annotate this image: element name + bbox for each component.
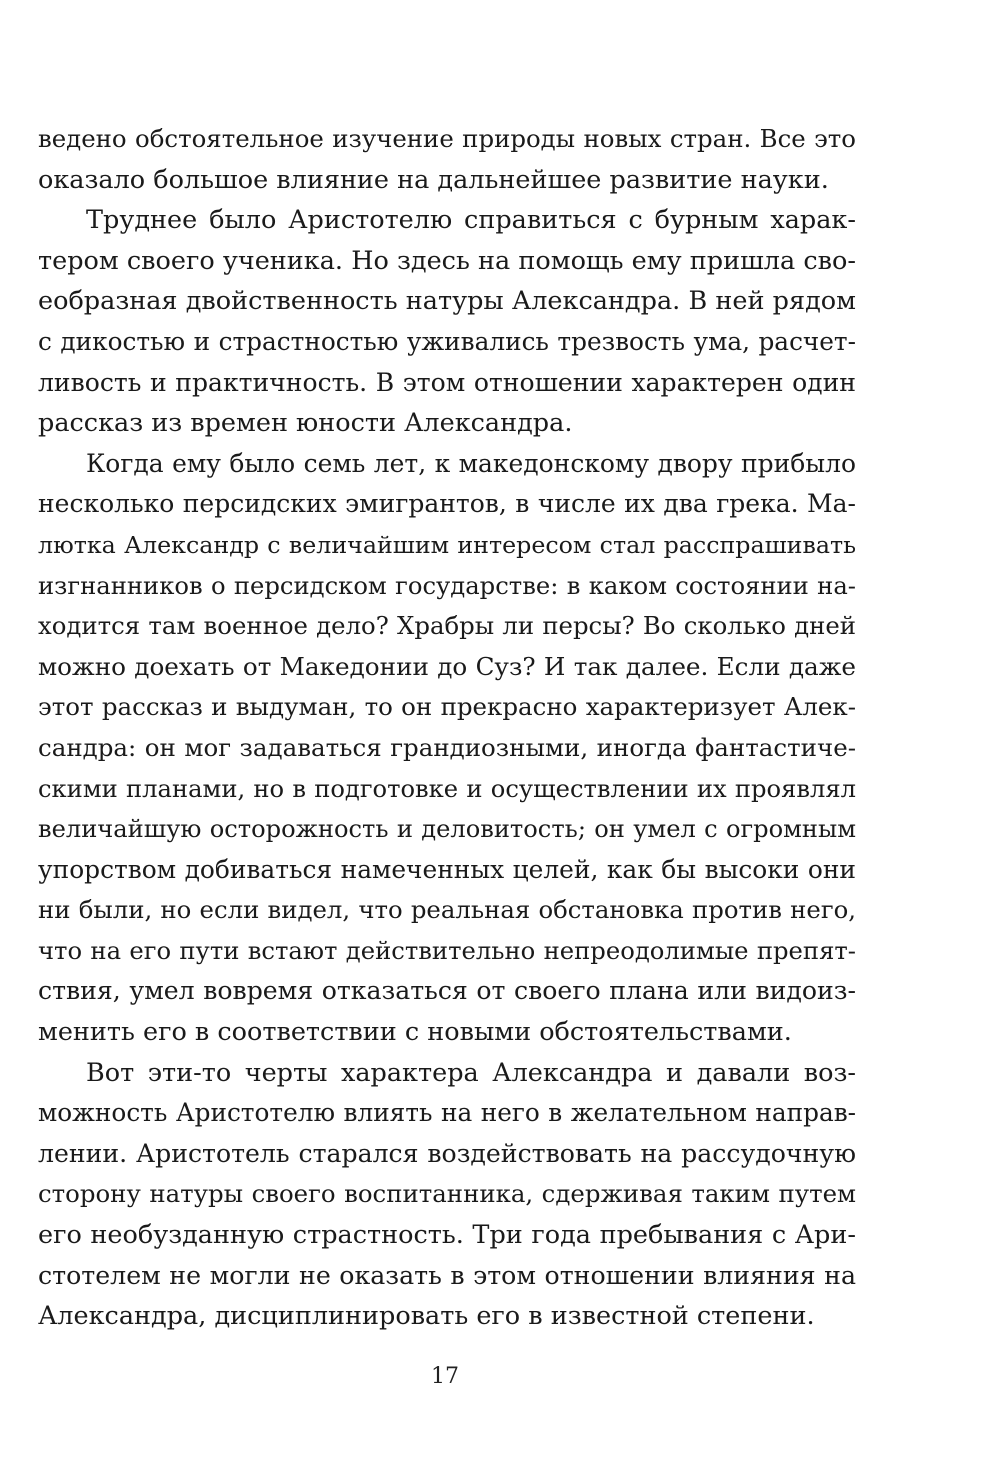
text-line: лютка Александр с величайшим интересом стал расспрашивать xyxy=(38,530,856,559)
text-line: ни были, но если видел, что реальная обстановка против него, xyxy=(38,895,856,925)
paragraph-2 xyxy=(38,200,856,444)
body-text xyxy=(38,119,856,1337)
text-line: несколько персидских эмигрантов, в числе их два грека. Ма- xyxy=(38,489,856,519)
text-line: сандра: он мог задаваться грандиозными, иногда фантастиче- xyxy=(38,732,856,762)
paragraph-1 xyxy=(38,119,856,200)
text-line: Вот эти-то черты характера Александра и давали воз- xyxy=(86,1057,856,1088)
text-line: ходится там военное дело? Храбры ли персы? Во сколько дней xyxy=(38,611,856,641)
text-line: оказало большое влияние на дальнейшее развитие науки. xyxy=(38,164,829,195)
text-line: Когда ему было семь лет, к македонскому двору прибыло xyxy=(86,448,856,478)
text-line: с дикостью и страстностью уживались трезвость ума, расчет- xyxy=(38,326,856,356)
text-line: Александра, дисциплинировать его в известной степени. xyxy=(38,1301,815,1332)
text-line: этот рассказ и выдуман, то он прекрасно характеризует Алек- xyxy=(38,692,856,722)
text-line: Труднее было Аристотелю справиться с бурным харак- xyxy=(86,205,856,236)
text-line: ствия, умел вовремя отказаться от своего плана или видоиз- xyxy=(38,976,856,1006)
text-line: еобразная двойственность натуры Александра. В ней рядом xyxy=(38,286,856,317)
text-line: скими планами, но в подготовке и осуществлении их проявлял xyxy=(38,774,856,803)
text-line: что на его пути встают действительно непреодолимые препят- xyxy=(38,935,856,965)
text-line: менить его в соответствии с новыми обстоятельствами. xyxy=(38,1017,792,1048)
paragraph-4 xyxy=(38,1053,856,1337)
text-line: стотелем не могли не оказать в этом отношении влияния на xyxy=(38,1260,856,1290)
text-line: можность Аристотелю влиять на него в желательном направ- xyxy=(38,1098,856,1128)
page-number: 17 xyxy=(431,1364,459,1389)
text-line: лении. Аристотель старался воздействовать на рассудочную xyxy=(38,1138,856,1168)
text-line: ливость и практичность. В этом отношении характерен один xyxy=(38,367,856,397)
text-line: величайшую осторожность и деловитость; он умел с огромным xyxy=(38,815,856,844)
text-line: можно доехать от Македонии до Суз? И так далее. Если даже xyxy=(38,651,856,681)
text-line: его необузданную страстность. Три года пребывания с Ари- xyxy=(38,1220,856,1251)
text-line: упорством добиваться намеченных целей, как бы высоки они xyxy=(38,854,856,884)
text-line: ведено обстоятельное изучение природы новых стран. Все это xyxy=(38,124,856,153)
text-line: рассказ из времен юности Александра. xyxy=(38,408,573,439)
text-line: тером своего ученика. Но здесь на помощь ему пришла сво- xyxy=(38,245,856,276)
paragraph-3 xyxy=(38,444,856,1053)
text-line: сторону натуры своего воспитанника, сдерживая таким путем xyxy=(38,1179,856,1209)
text-line: изгнанников о персидском государстве: в каком состоянии на- xyxy=(38,570,856,600)
